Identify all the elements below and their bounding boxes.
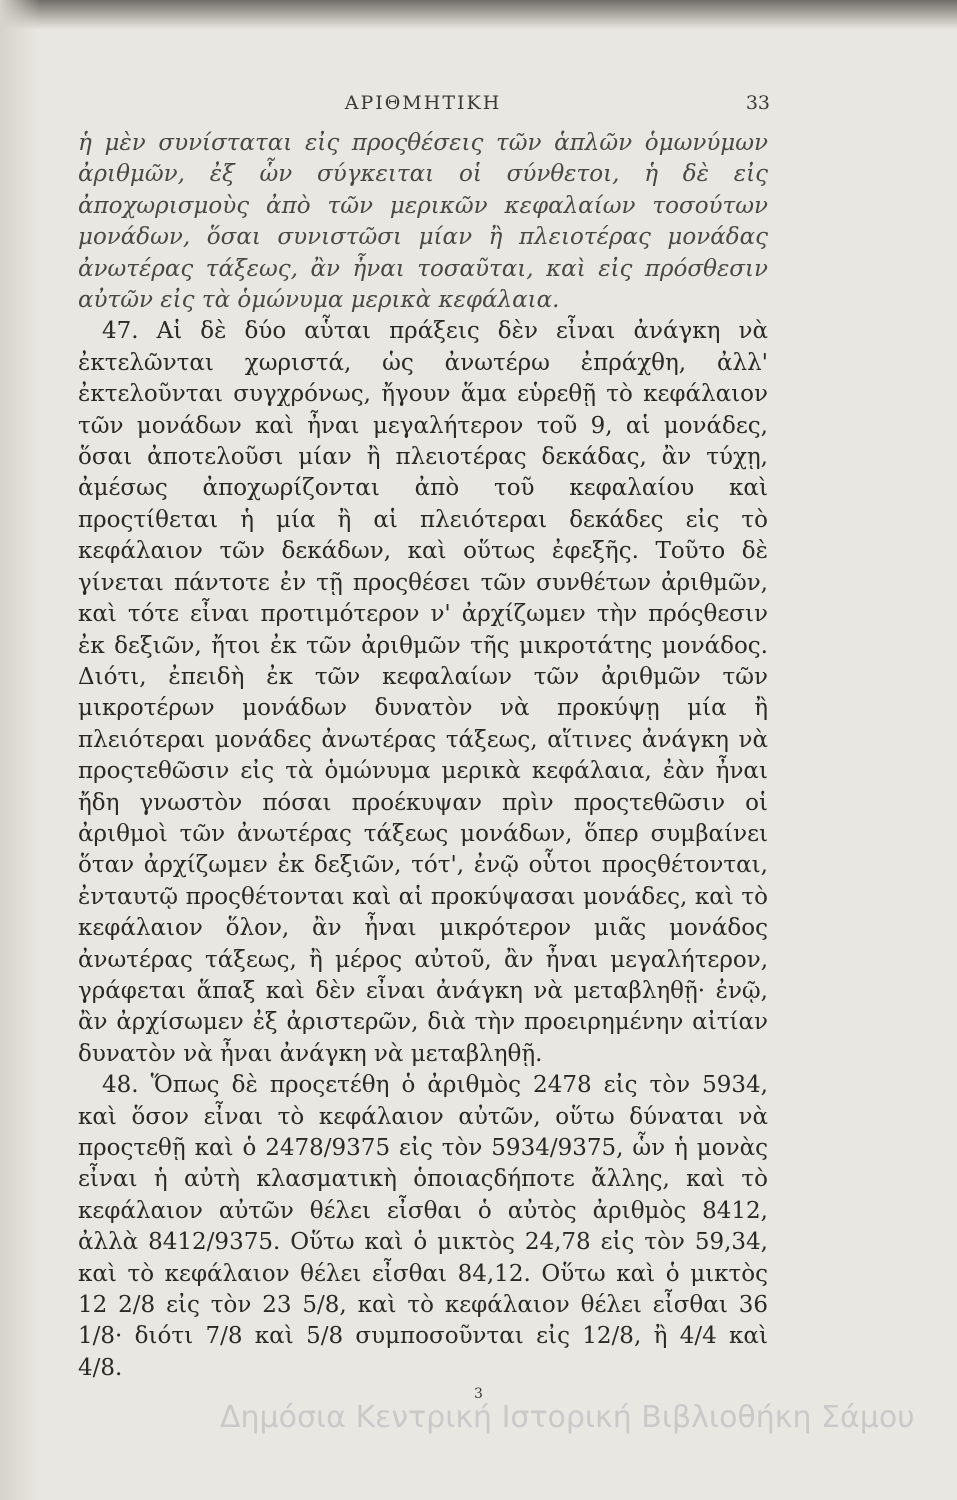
signature-mark: 3: [474, 1386, 483, 1402]
paragraph-continuation: ἡ μὲν συνίσταται εἰς προςθέσεις τῶν ἁπλῶν ὁμωνύμων ἀριθμῶν, ἐξ ὧν σύγκειται οἱ σύνθετοι, ἡ δὲ εἰς ἀποχωρισμοὺς ἀπὸ τῶν μερικῶν κεφαλαίων τοσούτων μονάδων, ὅσαι συνιστῶσι μίαν ἢ πλειοτέρας μονάδας ἀνωτέρας τάξεως, ἂν ἦναι τοσαῦται, καὶ εἰς πρόσθεσιν αὐτῶν εἰς τὰ ὁμώνυμα μερικὰ κεφάλαια.: [78, 130, 768, 314]
page-number: 33: [745, 92, 770, 114]
library-watermark: Δημόσια Κεντρική Ιστορική Βιβλιοθήκη Σάμου: [220, 1400, 915, 1435]
paragraph-48: 48. Ὅπως δὲ προςετέθη ὁ ἀριθμὸς 2478 εἰς τὸν 5934, καὶ ὅσον εἶναι τὸ κεφάλαιον αὐτῶν, οὕτω δύναται νὰ προςτεθῇ καὶ ὁ 2478/9375 εἰς τὸν 5934/9375, ὧν ἡ μονὰς εἶναι ἡ αὐτὴ κλασματικὴ ὁποιαςδήποτε ἄλλης, καὶ τὸ κεφάλαιον αὐτῶν θέλει εἶσθαι ὁ αὐτὸς ἀριθμὸς 8412, ἀλλὰ 8412/9375. Οὕτω καὶ ὁ μικτὸς 24,78 εἰς τὸν 59,34, καὶ τὸ κεφάλαιον θέλει εἶσθαι 84,12. Οὕτω καὶ ὁ μικτὸς 12 2/8 εἰς τὸν 23 5/8, καὶ τὸ κεφάλαιον θέλει εἶσθαι 36 1/8· διότι 7/8 καὶ 5/8 συμποσοῦνται εἰς 12/8, ἢ 4/4 καὶ 4/8.: [78, 1072, 768, 1381]
running-head: ΑΡΙΘΜΗΤΙΚΗ: [344, 92, 502, 114]
paragraph-47: 47. Αἱ δὲ δύο αὗται πράξεις δὲν εἶναι ἀνάγκη νὰ ἐκτελῶνται χωριστά, ὡς ἀνωτέρω ἐπράχθη, ἀλλ' ἐκτελοῦνται συγχρόνως, ἤγουν ἅμα εὑρεθῇ τὸ κεφάλαιον τῶν μονάδων καὶ ἦναι μεγαλήτερον τοῦ 9, αἱ μονάδες, ὅσαι ἀποτελοῦσι μίαν ἢ πλειοτέρας δεκάδας, ἂν τύχῃ, ἀμέσως ἀποχωρίζονται ἀπὸ τοῦ κεφαλαίου καὶ προςτίθεται ἡ μία ἢ αἱ πλειότεραι δεκάδες εἰς τὸ κεφάλαιον τῶν δεκάδων, καὶ οὕτως ἐφεξῆς. Τοῦτο δὲ γίνεται πάντοτε ἐν τῇ προςθέσει τῶν συνθέτων ἀριθμῶν, καὶ τότε εἶναι προτιμότερον ν' ἀρχίζωμεν τὴν πρόςθεσιν ἐκ δεξιῶν, ἤτοι ἐκ τῶν ἀριθμῶν τῆς μικροτάτης μονάδος. Διότι, ἐπειδὴ ἐκ τῶν κεφαλαίων τῶν ἀριθμῶν τῶν μικροτέρων μονάδων δυνατὸν νὰ προκύψῃ μία ἢ πλειότεραι μονάδες ἀνωτέρας τάξεως, αἵτινες ἀνάγκη νὰ προςτεθῶσιν εἰς τὰ ὁμώνυμα μερικὰ κεφάλαια, ἐὰν ἦναι ἤδη γνωστὸν πόσαι προέκυψαν πρὶν προςτεθῶσιν οἱ ἀριθμοὶ τῶν ἀνωτέρας τάξεως μονάδων, ὅπερ συμβαίνει ὅταν ἀρχίζωμεν ἐκ δεξιῶν, τότ', ἐνῷ οὗτοι προςθέτονται, ἐνταυτῷ προςθέτονται καὶ αἱ προκύψασαι μονάδες, καὶ τὸ κεφάλαιον ὅλον, ἂν ἦναι μικρότερον μιᾶς μονάδος ἀνωτέρας τάξεως, ἢ μέρος αὐτοῦ, ἂν ἦναι μεγαλήτερον, γράφεται ἅπαξ καὶ δὲν εἶναι ἀνάγκη νὰ μεταβληθῇ· ἐνῷ, ἂν ἀρχίσωμεν ἐξ ἀριστερῶν, διὰ τὴν προειρημένην αἰτίαν δυνατὸν νὰ ἦναι ἀνάγκη νὰ μεταβληθῇ.: [78, 318, 768, 1067]
page-top-edge: [0, 0, 957, 30]
page-header: [78, 92, 768, 126]
book-page: [78, 92, 768, 1384]
binding-shadow: [0, 0, 40, 1500]
